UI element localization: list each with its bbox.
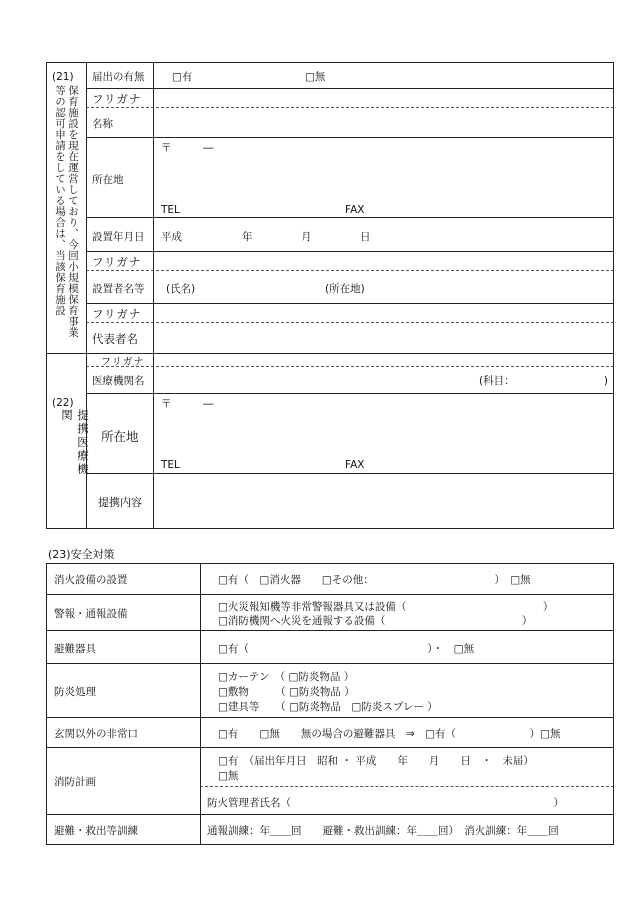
- medical-institution-label: 医療機関名: [92, 375, 145, 387]
- furigana-label-3: フリガナ: [92, 307, 142, 321]
- section-22-title: 提携医療機関: [60, 409, 90, 477]
- row-label-drills: 避難・救出等訓練: [54, 825, 138, 837]
- established-month: 月: [301, 231, 312, 243]
- section-21-title: 保育施設を現在運営しており、今回小規模保育事業等の認可申請をしている場合は、当該保育施設: [54, 85, 79, 338]
- fire-plan-no[interactable]: □無: [218, 770, 239, 782]
- medical-department: (科目： ): [479, 375, 608, 387]
- row-label-fireproofing: 防炎処理: [54, 686, 96, 698]
- fire-extinguishing-options[interactable]: □有（ □消火器 □その他： ） □無: [218, 574, 531, 586]
- address-postal[interactable]: 〒 ―: [161, 142, 214, 154]
- furigana-label-2: フリガナ: [92, 255, 142, 269]
- founder-label: 設置者名等: [92, 283, 145, 295]
- medical-address-label: 所在地: [101, 429, 139, 444]
- fireproofing-curtain[interactable]: □カーテン （ □防炎物品 ）: [218, 671, 355, 683]
- fireproofing-fittings[interactable]: □建具等 （ □防炎物品 □防炎スプレー ）: [218, 701, 438, 713]
- fire-plan-yes[interactable]: □有 （届出年月日 昭和 ・ 平成 年 月 日 ・ 未届）: [218, 755, 534, 767]
- established-year: 年: [242, 231, 253, 243]
- established-era: 平成: [161, 231, 182, 243]
- established-day: 日: [360, 231, 371, 243]
- section-23-title: (23)安全対策: [48, 548, 115, 561]
- representative-label: 代表者名: [92, 332, 138, 346]
- facility-name-label: 名称: [92, 118, 113, 130]
- founder-address: (所在地): [325, 283, 365, 295]
- medical-tel-label: TEL: [161, 459, 180, 471]
- emergency-exit-options[interactable]: □有 □無 無の場合の避難器具 ⇒ □有（ ）□無: [218, 728, 561, 740]
- alarm-option-1[interactable]: □火災報知機等非常警報器具又は設備（ ）: [218, 601, 554, 613]
- notification-label: 届出の有無: [92, 71, 145, 83]
- drills-counts[interactable]: 通報訓練：年＿＿回 避難・救出訓練：年＿＿回） 消火訓練：年＿＿回: [207, 825, 559, 837]
- furigana-label: フリガナ: [92, 92, 142, 106]
- section-22-number: (22): [52, 397, 74, 409]
- row-label-fire-plan: 消防計画: [54, 776, 96, 788]
- fire-manager-name[interactable]: 防火管理者氏名（ ）: [207, 797, 564, 809]
- medical-furigana-label: フリガナ: [101, 357, 145, 368]
- notification-yes-checkbox[interactable]: □有: [172, 71, 193, 83]
- established-label: 設置年月日: [92, 231, 145, 243]
- fax-label: FAX: [345, 204, 365, 216]
- row-label-alarm: 警報・通報設備: [54, 608, 128, 620]
- medical-fax-label: FAX: [345, 459, 365, 471]
- section-21-number: (21): [52, 71, 74, 83]
- partnership-content-label: 提携内容: [98, 496, 142, 509]
- tel-label: TEL: [161, 204, 180, 216]
- row-label-emergency-exit: 玄関以外の非常口: [54, 728, 138, 740]
- address-label: 所在地: [92, 174, 124, 186]
- notification-no-checkbox[interactable]: □無: [305, 71, 326, 83]
- evacuation-equipment-options[interactable]: □有（ ）・ □無: [218, 643, 475, 655]
- alarm-option-2[interactable]: □消防機関へ火災を通報する設備（ ）: [218, 615, 533, 627]
- medical-postal[interactable]: 〒 ―: [161, 398, 214, 410]
- fireproofing-carpet[interactable]: □敷物 （ □防炎物品 ）: [218, 686, 355, 698]
- row-label-evacuation-equipment: 避難器具: [54, 643, 96, 655]
- founder-name: (氏名): [166, 283, 196, 295]
- row-label-fire-extinguishing: 消火設備の設置: [54, 574, 128, 586]
